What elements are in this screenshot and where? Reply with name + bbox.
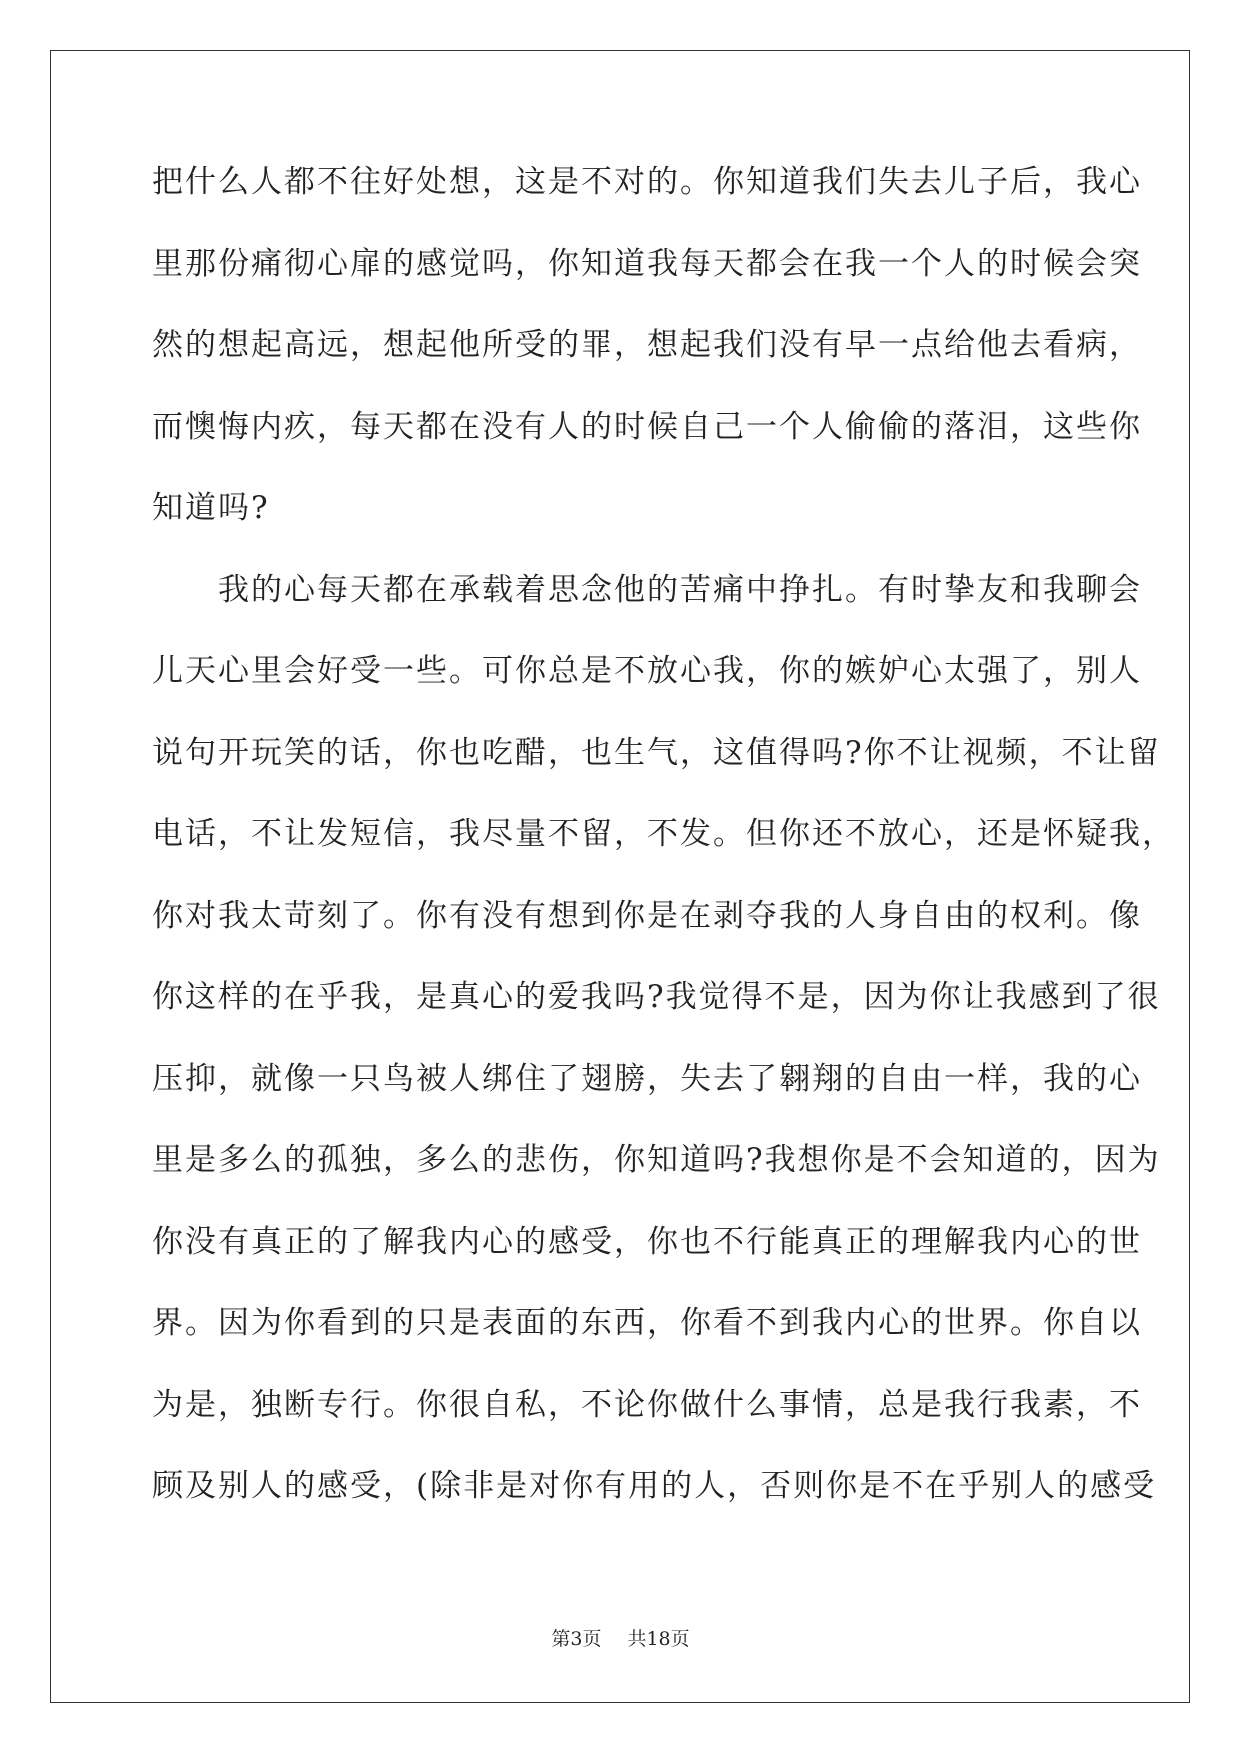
text-line: 你这样的在乎我，是真心的爱我吗?我觉得不是，因为你让我感到了很 <box>152 979 1161 1015</box>
text-line: 界。因为你看到的只是表面的东西，你看不到我内心的世界。你自以 <box>152 1305 1142 1341</box>
text-line: 儿天心里会好受一些。可你总是不放心我，你的嫉妒心太强了，别人 <box>152 653 1142 689</box>
text-line: 你对我太苛刻了。你有没有想到你是在剥夺我的人身自由的权利。像 <box>152 897 1142 934</box>
text-line: 把什么人都不往好处想，这是不对的。你知道我们失去儿子后，我心 <box>152 164 1142 200</box>
text-line: 我的心每天都在承载着思念他的苦痛中挣扎。有时挚友和我聊会 <box>152 571 1142 608</box>
text-line: 说句开玩笑的话，你也吃醋，也生气，这值得吗?你不让视频，不让留 <box>152 734 1161 771</box>
document-body <box>152 162 1175 1548</box>
text-line: 里是多么的孤独，多么的悲伤，你知道吗?我想你是不会知道的，因为 <box>152 1142 1161 1178</box>
text-line: 电话，不让发短信，我尽量不留，不发。但你还不放心，还是怀疑我， <box>152 816 1175 852</box>
page-number: 第3页 <box>551 1628 602 1650</box>
page-footer <box>0 1624 1241 1651</box>
text-line: 为是，独断专行。你很自私，不论你做什么事情，总是我行我素，不 <box>152 1386 1142 1423</box>
text-line: 而懊悔内疚，每天都在没有人的时候自己一个人偷偷的落泪，这些你 <box>152 408 1142 445</box>
text-line: 知道吗? <box>152 490 270 526</box>
text-line: 然的想起高远，想起他所受的罪，想起我们没有早一点给他去看病， <box>152 327 1142 363</box>
text-line: 你没有真正的了解我内心的感受，你也不行能真正的理解我内心的世 <box>152 1223 1142 1260</box>
text-line: 顾及别人的感受，(除非是对你有用的人，否则你是不在乎别人的感受 <box>152 1468 1157 1504</box>
text-line: 里那份痛彻心扉的感觉吗，你知道我每天都会在我一个人的时候会突 <box>152 245 1142 282</box>
page-total: 共18页 <box>627 1628 690 1650</box>
text-line: 压抑，就像一只鸟被人绑住了翅膀，失去了翱翔的自由一样，我的心 <box>152 1060 1142 1097</box>
